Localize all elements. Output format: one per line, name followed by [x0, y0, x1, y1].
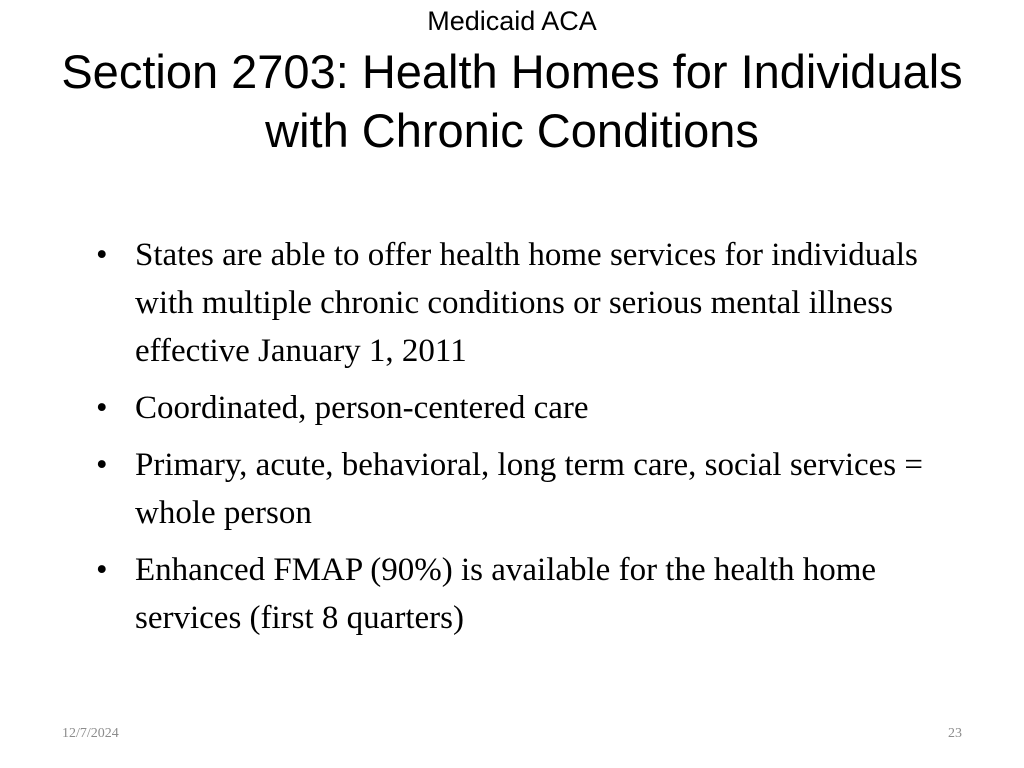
bullet-text: States are able to offer health home services for individuals with multiple chronic conditions or serious mental illness effective January 1, 2011 [135, 237, 918, 369]
bullet-marker: • [96, 237, 108, 273]
bullet-marker: • [96, 552, 108, 588]
bullet-item [96, 384, 956, 432]
footer-date: 12/7/2024 [62, 726, 119, 741]
bullet-text: Primary, acute, behavioral, long term care, social services = whole person [135, 447, 923, 531]
footer-page-number: 23 [948, 726, 962, 741]
slide-supertitle: Medicaid ACA [427, 6, 597, 36]
bullet-text: Enhanced FMAP (90%) is available for the health home services (first 8 quarters) [135, 552, 877, 636]
bullet-list [96, 231, 956, 651]
title-block [40, 4, 984, 160]
slide-title: Section 2703: Health Homes for Individuals with Chronic Conditions [61, 45, 963, 157]
bullet-item [96, 441, 956, 537]
bullet-marker: • [96, 390, 108, 426]
bullet-text: Coordinated, person-centered care [135, 390, 589, 426]
bullet-marker: • [96, 447, 108, 483]
bullet-item [96, 231, 956, 375]
bullet-item [96, 546, 956, 642]
